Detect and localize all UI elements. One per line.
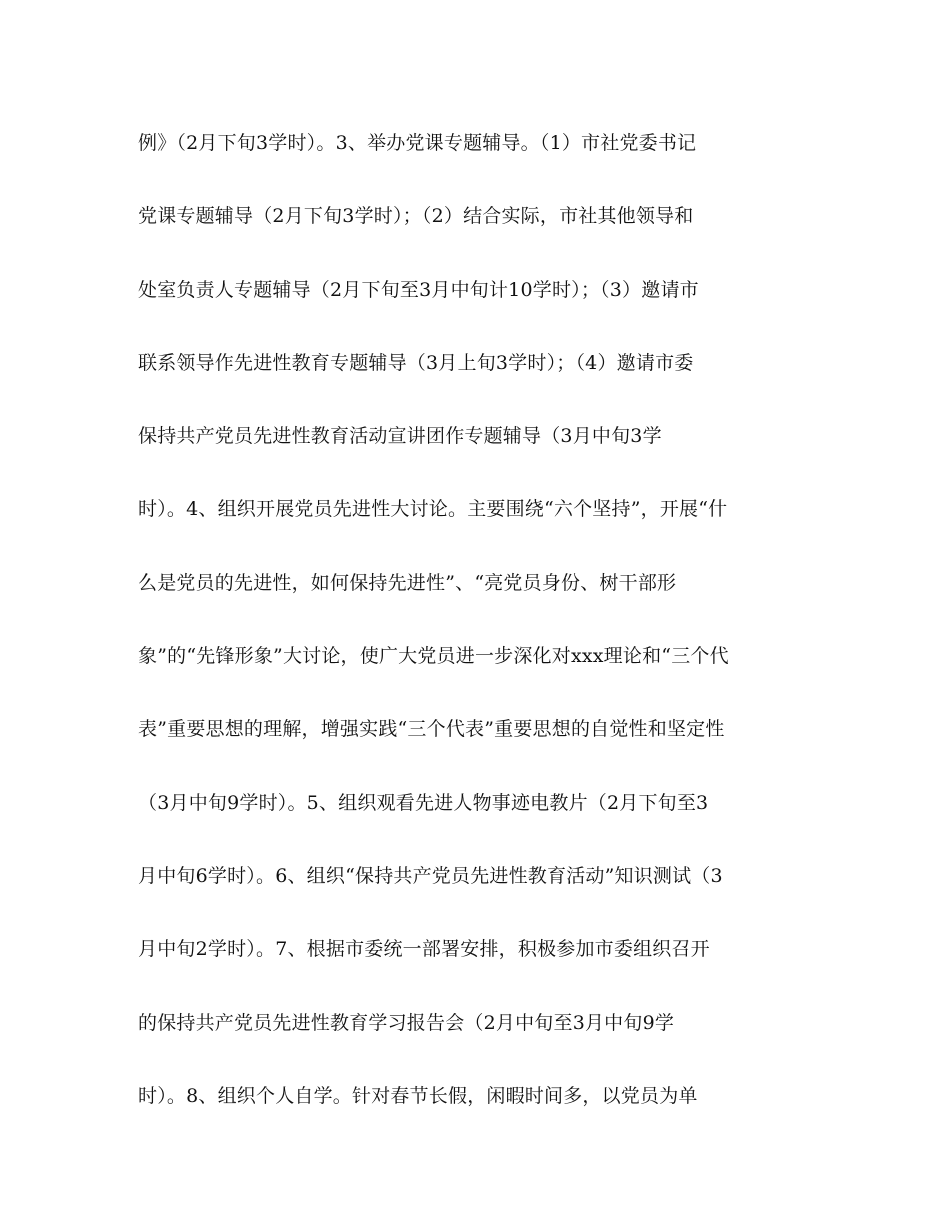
text-line: 的保持共产党员先进性教育学习报告会（2月中旬至3月中旬9学 <box>138 1011 675 1034</box>
text-line: 时）。8、组织个人自学。针对春节长假，闲暇时间多，以党员为单 <box>138 1084 698 1107</box>
text-line: 么是党员的先进性，如何保持先进性”、“亮党员身份、树干部形 <box>138 571 677 594</box>
text-line: 联系领导作先进性教育专题辅导（3月上旬3学时）；（4）邀请市委 <box>138 351 694 374</box>
text-line: 处室负责人专题辅导（2月下旬至3月中旬计10学时）；（3）邀请市 <box>138 278 699 301</box>
text-line: 例》（2月下旬3学时）。3、举办党课专题辅导。（1）市社党委书记 <box>138 132 697 154</box>
body-text <box>138 120 818 1146</box>
text-line: 表”重要思想的理解，增强实践“三个代表”重要思想的自觉性和坚定性 <box>138 718 725 741</box>
text-line: 月中旬6学时）。6、组织“保持共产党员先进性教育活动”知识测试（3 <box>138 864 723 887</box>
text-line: 象”的“先锋形象”大讨论，使广大党员进一步深化对xxx理论和“三个代 <box>138 645 729 668</box>
text-line: （3月中旬9学时）。5、组织观看先进人物事迹电教片（2月下旬至3 <box>138 791 709 814</box>
text-line: 保持共产党员先进性教育活动宣讲团作专题辅导（3月中旬3学 <box>138 425 662 448</box>
text-line: 党课专题辅导（2月下旬3学时）；（2）结合实际，市社其他领导和 <box>138 205 694 228</box>
text-line: 月中旬2学时）。7、根据市委统一部署安排，积极参加市委组织召开 <box>138 938 710 961</box>
text-line: 时）。4、组织开展党员先进性大讨论。主要围绕“六个坚持”，开展“什 <box>138 498 728 521</box>
